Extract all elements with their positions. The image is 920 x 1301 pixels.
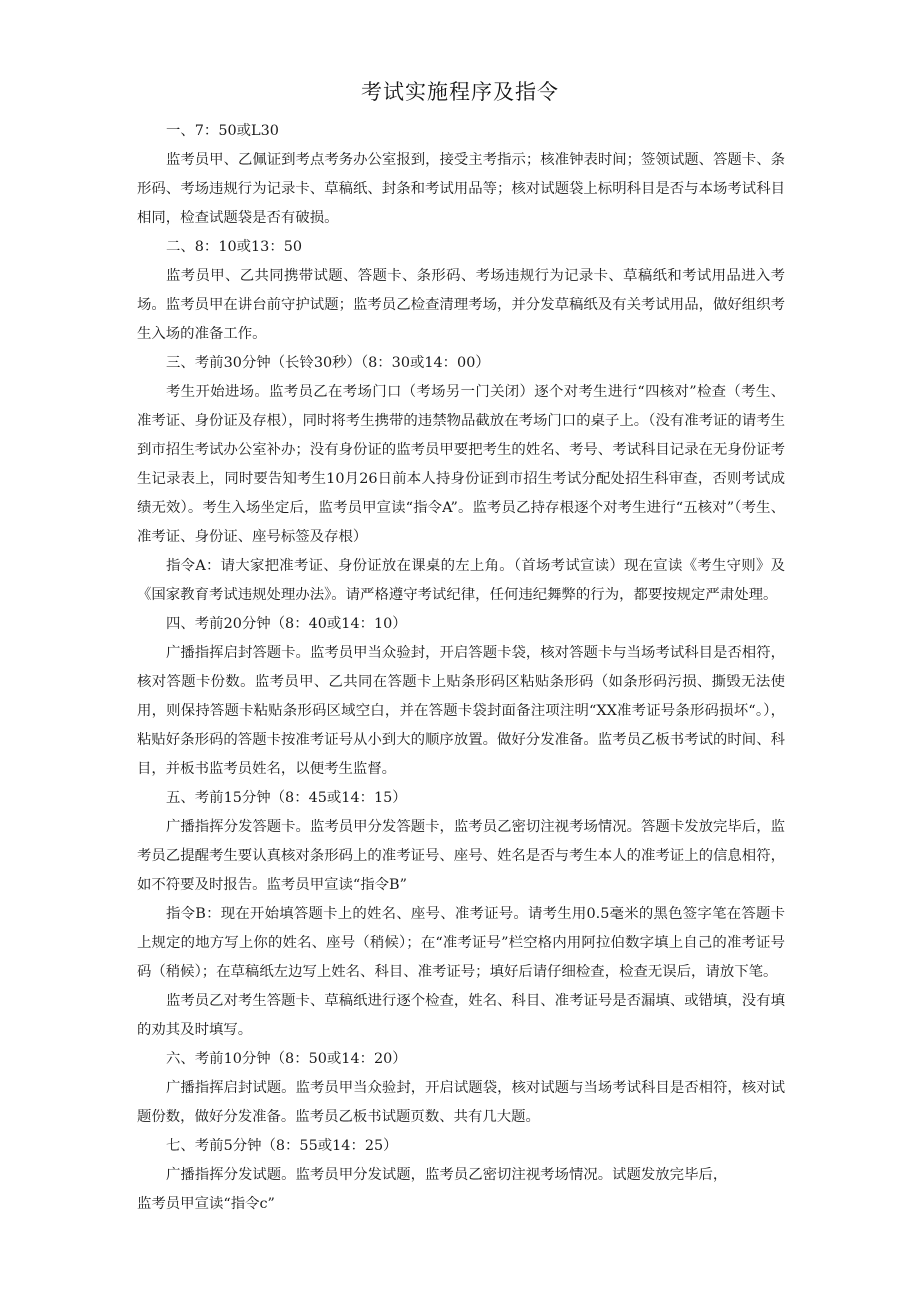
section-heading: 三、考前30分钟（长铃30秒）（8：30或14：00） (166, 355, 490, 371)
section-paragraph: 广播指挥分发试题。监考员甲分发试题，监考员乙密切注视考场情况。试题发放完毕后， (166, 1167, 728, 1183)
section-paragraph: 考生开始进场。监考员乙在考场门口（考场另一门关闭）逐个对考生进行“四核对”检查（考生、准考证、身份证及存根），同时将考生携带的违禁物品截放在考场门口的桌子上。（没有准考证的请考生到市招生考试办公室补办；没有身份证的监考员甲要把考生的姓名、考号、考试科目记录在无身份证考生记录表上，同时要告知考生10月26日前本人持身份证到市招生考试分配处招生科审查，否则考试成绩无效）。考生入场坐定后，监考员甲宣读“指令A”。监考员乙持存根逐个对考生进行“五核对”（考生、准考证、身份证、座号标签及存根） (137, 384, 785, 545)
document-title: 考试实施程序及指令 (361, 80, 559, 104)
section-heading: 七、考前5分钟（8：55或14：25） (166, 1138, 398, 1154)
section-heading: 四、考前20分钟（8：40或14：10） (166, 616, 407, 632)
section-paragraph: 广播指挥分发答题卡。监考员甲分发答题卡，监考员乙密切注视考场情况。答题卡发放完毕后，监考员乙提醒考生要认真核对条形码上的准考证号、座号、姓名是否与考生本人的准考证上的信息相符，如不符要及时报告。监考员甲宣读“指令B” (137, 819, 785, 893)
section-paragraph: 广播指挥启封试题。监考员甲当众验封，开启试题袋，核对试题与当场考试科目是否相符，核对试题份数，做好分发准备。监考员乙板书试题页数、共有几大题。 (137, 1080, 785, 1125)
section-heading: 六、考前10分钟（8：50或14：20） (166, 1051, 407, 1067)
section-paragraph: 监考员甲、乙共同携带试题、答题卡、条形码、考场违规行为记录卡、草稿纸和考试用品进入考场。监考员甲在讲台前守护试题；监考员乙检查清理考场，并分发草稿纸及有关考试用品，做好组织考生入场的准备工作。 (137, 268, 785, 342)
section-paragraph: 监考员甲、乙佩证到考点考务办公室报到，接受主考指示；核准钟表时间；签领试题、答题卡、条形码、考场违规行为记录卡、草稿纸、封条和考试用品等；核对试题袋上标明科目是否与本场考试科目相同，检查试题袋是否有破损。 (137, 152, 785, 226)
section-paragraph: 监考员乙对考生答题卡、草稿纸进行逐个检查，姓名、科目、准考证号是否漏填、或错填，没有填的劝其及时填写。 (137, 993, 785, 1038)
section-heading: 五、考前15分钟（8：45或14：15） (166, 790, 407, 806)
document-body (137, 117, 785, 1219)
instruction-b-paragraph: 指令B：现在开始填答题卡上的姓名、座号、准考证号。请考生用0.5毫米的黑色签字笔在答题卡上规定的地方写上你的姓名、座号（稍候）；在“准考证号”栏空格内用阿拉伯数字填上自己的准考证号码（稍候）；在草稿纸左边写上姓名、科目、准考证号；填好后请仔细检查，检查无误后，请放下笔。 (137, 906, 785, 980)
section-paragraph: 广播指挥启封答题卡。监考员甲当众验封，开启答题卡袋，核对答题卡与当场考试科目是否相符，核对答题卡份数。监考员甲、乙共同在答题卡上贴条形码区粘贴条形码（如条形码污损、撕毁无法使用，则保持答题卡粘贴条形码区域空白，并在答题卡袋封面备注项注明“XX准考证号条形码损坏“。），粘贴好条形码的答题卡按准考证号从小到大的顺序放置。做好分发准备。监考员乙板书考试的时间、科目，并板书监考员姓名，以便考生监督。 (137, 645, 785, 777)
section-heading: 一、7：50或L30 (166, 123, 279, 139)
section-heading: 二、8：10或13：50 (166, 239, 303, 255)
instruction-a-paragraph: 指令A：请大家把准考证、身份证放在课桌的左上角。（首场考试宣读）现在宣读《考生守则》及《国家教育考试违规处理办法》。请严格遵守考试纪律，任何违纪舞弊的行为，都要按规定严肃处理。 (137, 558, 785, 603)
section-paragraph: 监考员甲宣读“指令c” (137, 1196, 275, 1212)
